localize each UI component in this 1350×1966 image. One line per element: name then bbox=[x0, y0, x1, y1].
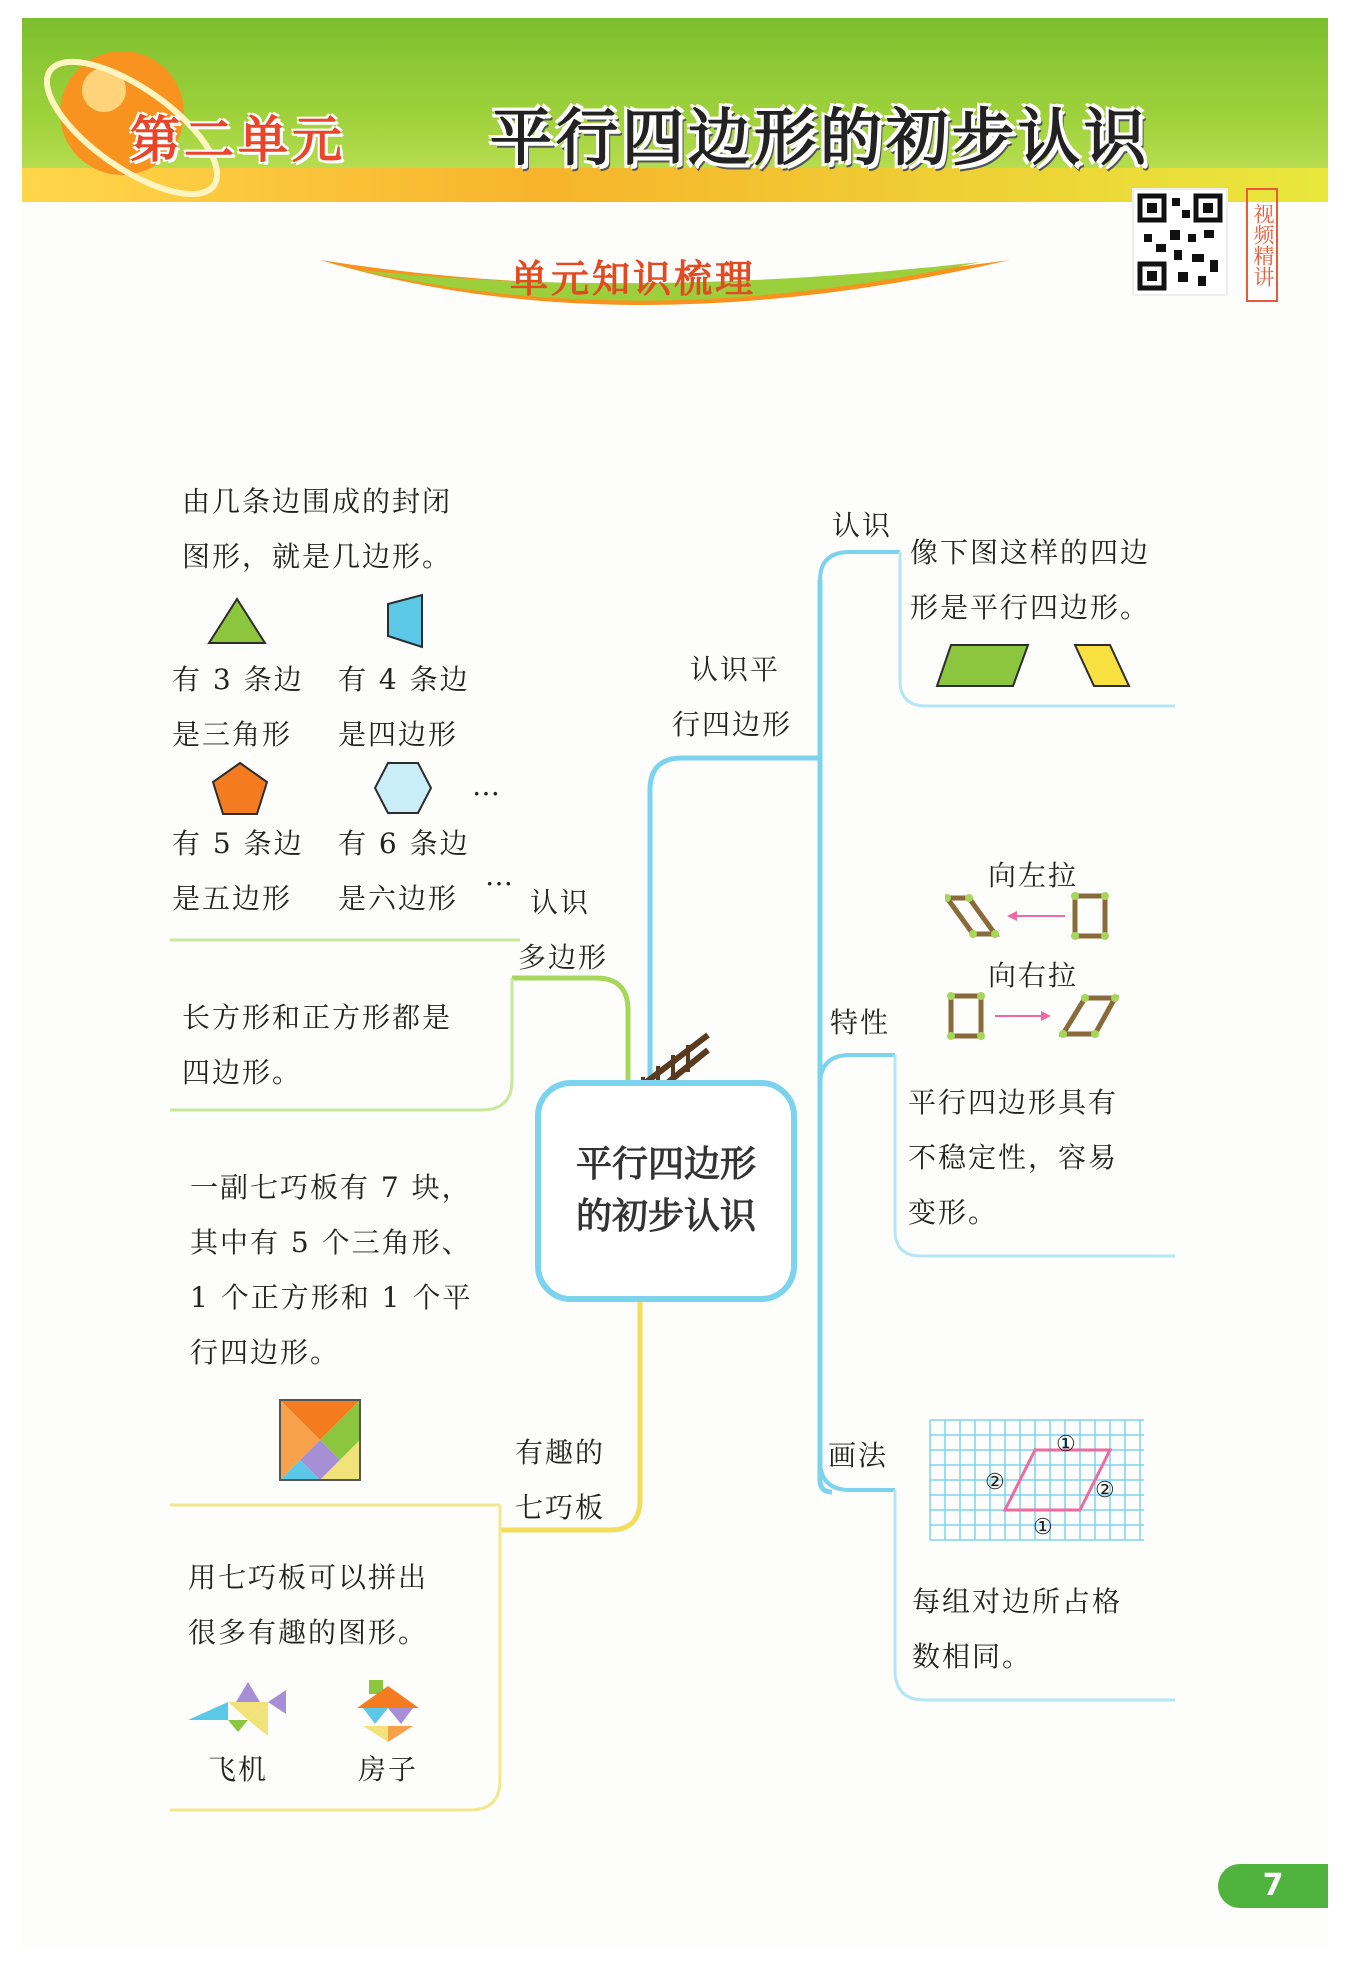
green-parallelogram-icon bbox=[935, 642, 1030, 690]
branch-polygon-line1: 认识 bbox=[530, 886, 591, 919]
branch-polygon-line2: 多边形 bbox=[518, 941, 609, 974]
tangram-text-line2: 其中有 5 个三角形、 bbox=[190, 1226, 472, 1259]
center-title-line2: 的初步认识 bbox=[575, 1196, 756, 1237]
hexagon-sides-label: 有 6 条边 bbox=[338, 827, 470, 860]
page-number: 7 bbox=[1218, 1864, 1328, 1908]
tangram-house-icon bbox=[355, 1678, 421, 1744]
rectangle-note-line2: 四边形。 bbox=[182, 1056, 303, 1089]
tangram-fun-line1: 用七巧板可以拼出 bbox=[188, 1561, 429, 1594]
drawing-text-line2: 数相同。 bbox=[912, 1640, 1033, 1673]
ellipsis-text-2: … bbox=[485, 859, 515, 892]
recognize-text-line1: 像下图这样的四边 bbox=[910, 536, 1151, 569]
pull-left-label: 向左拉 bbox=[988, 859, 1079, 892]
triangle-sides-label: 有 3 条边 bbox=[172, 663, 304, 696]
ellipsis-text: … bbox=[472, 769, 502, 802]
triangle-icon bbox=[205, 595, 269, 647]
polygon-definition-line2: 图形，就是几边形。 bbox=[182, 540, 453, 573]
tangram-fun-line2: 很多有趣的图形。 bbox=[188, 1616, 429, 1649]
grid-mark-top: ① bbox=[1056, 1432, 1076, 1457]
rectangle-note-line1: 长方形和正方形都是 bbox=[182, 1001, 453, 1034]
video-label: 视频精讲 bbox=[1246, 188, 1278, 302]
grid-mark-right: ② bbox=[1095, 1478, 1115, 1503]
drawing-text-line1: 每组对边所占格 bbox=[912, 1585, 1123, 1618]
pentagon-icon bbox=[210, 760, 270, 818]
pull-right-label: 向右拉 bbox=[988, 959, 1079, 992]
pull-left-diagram bbox=[945, 890, 1115, 942]
yellow-parallelogram-icon bbox=[1072, 642, 1132, 690]
center-title-line1: 平行四边形 bbox=[575, 1144, 756, 1185]
triangle-name-label: 是三角形 bbox=[172, 718, 293, 751]
branch-parallelogram-line2: 行四边形 bbox=[672, 708, 793, 741]
pull-right-diagram bbox=[945, 990, 1125, 1042]
branch-tangram-line1: 有趣的 bbox=[515, 1436, 606, 1469]
property-text-line1: 平行四边形具有 bbox=[908, 1086, 1119, 1119]
pentagon-sides-label: 有 5 条边 bbox=[172, 827, 304, 860]
property-text-line2: 不稳定性，容易 bbox=[908, 1141, 1119, 1174]
tangram-square-icon bbox=[278, 1398, 362, 1482]
house-label: 房子 bbox=[358, 1753, 419, 1786]
quadrilateral-name-label: 是四边形 bbox=[338, 718, 459, 751]
branch-tangram-line2: 七巧板 bbox=[515, 1491, 606, 1524]
page-title: 平行四边形的初步认识 bbox=[490, 101, 1151, 174]
hexagon-name-label: 是六边形 bbox=[338, 882, 459, 915]
polygon-definition-line1: 由几条边围成的封闭 bbox=[182, 485, 453, 518]
pentagon-name-label: 是五边形 bbox=[172, 882, 293, 915]
property-text-line3: 变形。 bbox=[908, 1196, 999, 1229]
tangram-text-line4: 行四边形。 bbox=[190, 1336, 341, 1369]
tangram-text-line1: 一副七巧板有 7 块， bbox=[190, 1171, 472, 1204]
center-topic bbox=[535, 1080, 797, 1302]
tangram-plane-icon bbox=[188, 1680, 288, 1740]
recognize-text-line2: 形是平行四边形。 bbox=[910, 591, 1151, 624]
hexagon-icon bbox=[372, 760, 434, 816]
drawing-label: 画法 bbox=[828, 1439, 889, 1472]
quadrilateral-icon bbox=[380, 592, 428, 650]
branch-parallelogram-line1: 认识平 bbox=[690, 653, 781, 686]
grid-mark-bottom: ① bbox=[1033, 1515, 1053, 1540]
tangram-text-line3: 1 个正方形和 1 个平 bbox=[190, 1281, 473, 1314]
property-label: 特性 bbox=[830, 1006, 891, 1039]
grid-mark-left: ② bbox=[985, 1470, 1005, 1495]
section-title: 单元知识梳理 bbox=[510, 257, 757, 301]
unit-label: 第二单元 bbox=[130, 111, 346, 169]
quadrilateral-sides-label: 有 4 条边 bbox=[338, 663, 470, 696]
plane-label: 飞机 bbox=[208, 1753, 269, 1786]
recognize-label: 认识 bbox=[832, 509, 893, 542]
